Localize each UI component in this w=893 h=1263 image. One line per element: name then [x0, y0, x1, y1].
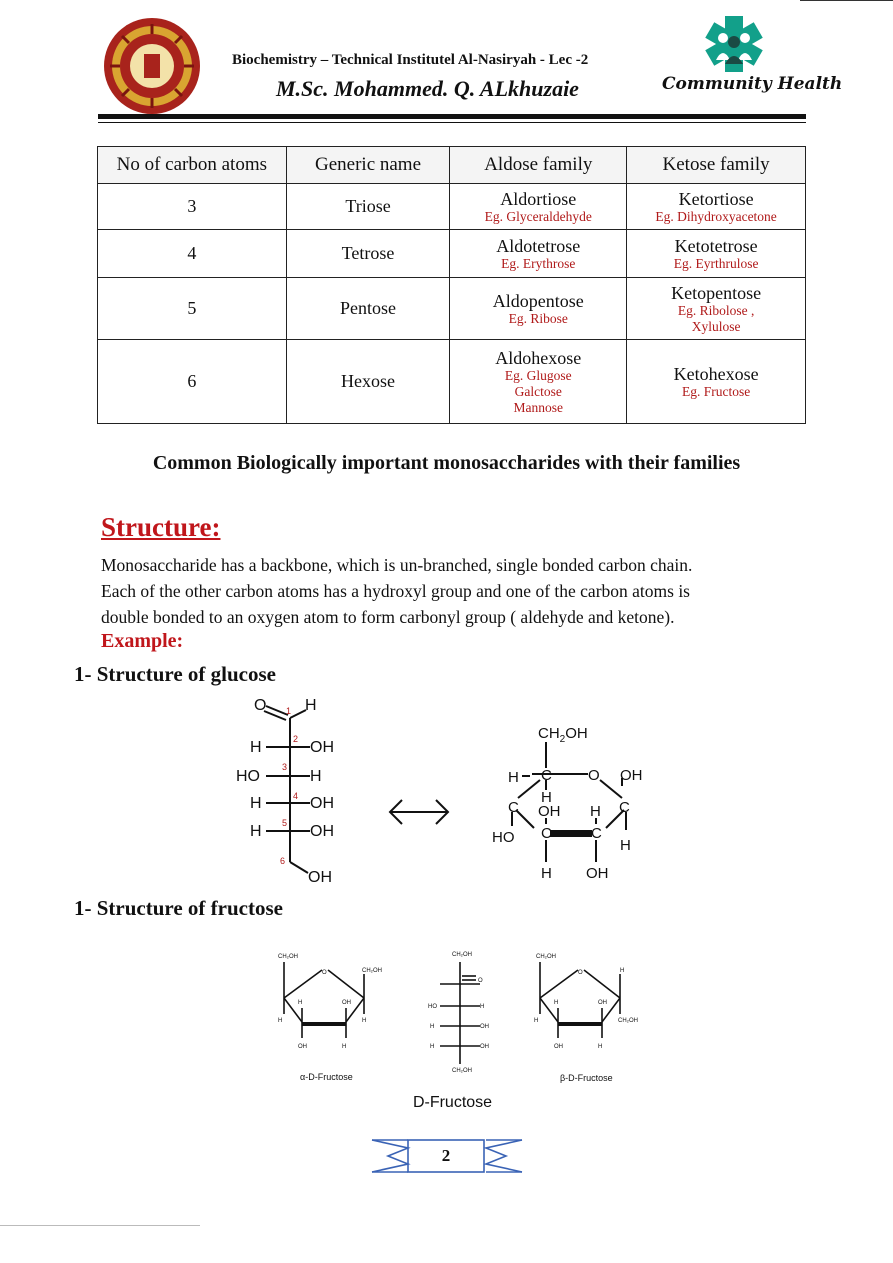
ring-c: C — [619, 799, 630, 816]
ketose-name: Ketotetrose — [674, 235, 758, 256]
ring-c: C — [508, 799, 519, 816]
ring-o: O — [588, 767, 600, 784]
footer-line — [0, 1225, 200, 1226]
aldose-example: Eg. Glyceraldehyde — [484, 208, 592, 224]
fr-label: H — [598, 1044, 603, 1050]
table-row — [98, 230, 806, 278]
ring-ch2oh: $CH_2OH$ — [538, 725, 588, 745]
carbon-number: 5 — [282, 818, 288, 828]
fr-label: CH₂OH — [618, 1018, 638, 1024]
cell-generic: Pentose — [286, 278, 450, 340]
fr-label: H — [480, 1004, 485, 1010]
ring-h: H — [620, 837, 631, 854]
para-line: Monosaccharide has a backbone, which is un-branched, single bonded carbon chain. — [101, 555, 693, 575]
carbon-number: 4 — [293, 791, 299, 801]
fr-label: H — [278, 1018, 283, 1024]
fr-label: H — [362, 1018, 367, 1024]
ketose-name: Ketohexose — [673, 363, 759, 384]
ring-c: C — [591, 825, 602, 842]
fr-label: H — [534, 1018, 539, 1024]
cell-carbons: 6 — [98, 340, 287, 424]
community-health-logo — [662, 14, 843, 114]
carbon-number: 1 — [286, 706, 292, 716]
section-title: Structure: — [101, 512, 221, 542]
fr-label: CH₂OH — [362, 968, 382, 974]
header-rule — [98, 114, 806, 119]
glucose-structure-figure — [200, 690, 660, 890]
cell-generic: Triose — [286, 184, 450, 230]
ketose-name: Ketortiose — [678, 188, 754, 209]
ring-h: H — [590, 803, 601, 820]
cell-carbons: 4 — [98, 230, 287, 278]
fr-label: H — [342, 1044, 347, 1050]
cell-aldose — [450, 184, 627, 230]
monosaccharide-table — [97, 146, 806, 424]
ketose-example: Eg. Dihydroxyacetone — [655, 208, 777, 224]
aldose-example-2: Galctose — [514, 383, 562, 399]
course-line: Biochemistry – Technical Institutel Al-Nasiryah - Lec -2 — [232, 52, 589, 68]
glucose-right: H — [310, 768, 322, 785]
top-corner-line — [800, 0, 893, 1]
aldose-name: Aldohexose — [495, 347, 582, 368]
header-aldose: Aldose family — [450, 147, 627, 184]
beta-fructose-label: β-D-Fructose — [560, 1073, 613, 1083]
cell-ketose — [627, 340, 806, 424]
table-row — [98, 340, 806, 424]
fructose-structure-figure — [270, 944, 650, 1084]
cell-ketose — [627, 184, 806, 230]
para-line: double bonded to an oxygen atom to form carbonyl group ( aldehyde and ketone). — [101, 607, 675, 627]
fr-label: OH — [554, 1044, 563, 1050]
ring-c: C — [541, 767, 552, 784]
table-row — [98, 278, 806, 340]
header-rule-thin — [98, 122, 806, 123]
glucose-oh-bottom: OH — [308, 869, 332, 886]
ketose-example: Eg. Ribolose , — [677, 302, 755, 318]
fr-label: HO — [428, 1004, 437, 1010]
header-carbons: No of carbon atoms — [98, 147, 287, 184]
medical-star-people-icon — [662, 14, 806, 76]
aldose-example: Eg. Ribose — [508, 310, 568, 326]
glucose-right: OH — [310, 823, 334, 840]
header-ketose: Ketose family — [627, 147, 806, 184]
cell-carbons: 3 — [98, 184, 287, 230]
ring-ho: HO — [492, 829, 515, 846]
fr-label: H — [620, 968, 625, 974]
author-name: M.Sc. Mohammed. Q. ALkhuzaie — [276, 76, 579, 101]
ketose-example: Eg. Fructose — [681, 383, 751, 399]
ring-h: H — [541, 789, 552, 806]
ring-oh: OH — [586, 865, 609, 882]
example-label: Example: — [101, 630, 184, 652]
aldose-example: Eg. Erythrose — [501, 255, 576, 271]
cell-ketose — [627, 278, 806, 340]
aldose-example: Eg. Glugose — [504, 367, 572, 383]
fr-label: CH₂OH — [536, 954, 556, 960]
fr-label: H — [430, 1044, 435, 1050]
aldose-name: Aldotetrose — [496, 235, 581, 256]
carbon-number: 3 — [282, 762, 288, 772]
ketose-example-2: Xylulose — [691, 318, 741, 334]
ketose-name: Ketopentose — [671, 282, 762, 303]
fr-label: OH — [480, 1044, 489, 1050]
university-seal-logo — [100, 16, 204, 116]
table-row — [98, 184, 806, 230]
cell-aldose — [450, 230, 627, 278]
fr-label: O — [322, 970, 327, 976]
alpha-fructose-label: α-D-Fructose — [300, 1072, 353, 1082]
ring-h: H — [541, 865, 552, 882]
fr-label: OH — [342, 1000, 351, 1006]
carbon-number: 6 — [280, 856, 286, 866]
glucose-left: H — [250, 739, 262, 756]
fr-label: H — [430, 1024, 435, 1030]
d-fructose-label: D-Fructose — [412, 1094, 493, 1111]
ring-oh: OH — [620, 767, 643, 784]
cell-generic: Hexose — [286, 340, 450, 424]
fr-label: CH₂OH — [452, 952, 472, 958]
cell-ketose — [627, 230, 806, 278]
cell-generic: Tetrose — [286, 230, 450, 278]
ring-h: H — [508, 769, 519, 786]
glucose-h-top: H — [305, 697, 317, 714]
fr-label: O — [478, 978, 483, 984]
fr-label: OH — [298, 1044, 307, 1050]
glucose-right: OH — [310, 795, 334, 812]
structure-paragraph — [101, 552, 841, 630]
table-caption: Common Biologically important monosaccharides with their families — [152, 452, 741, 474]
carbon-number: 2 — [293, 734, 299, 744]
fr-label: CH₂OH — [452, 1068, 472, 1074]
cell-aldose — [450, 278, 627, 340]
ketose-example: Eg. Eyrthrulose — [673, 255, 759, 271]
fr-label: H — [298, 1000, 303, 1006]
logo-brand-text: Community Health — [662, 74, 843, 94]
aldose-name: Aldopentose — [492, 290, 584, 311]
ring-oh: OH — [538, 803, 561, 820]
para-line: Each of the other carbon atoms has a hydroxyl group and one of the carbon atoms is — [101, 581, 690, 601]
fr-label: OH — [598, 1000, 607, 1006]
fr-label: H — [554, 1000, 559, 1006]
glucose-o: O — [254, 697, 267, 714]
cell-carbons: 5 — [98, 278, 287, 340]
header-generic: Generic name — [286, 147, 450, 184]
glucose-left: H — [250, 795, 262, 812]
fr-label: CH₂OH — [278, 954, 298, 960]
ring-c: C — [541, 825, 552, 842]
fr-label: OH — [480, 1024, 489, 1030]
cell-aldose — [450, 340, 627, 424]
glucose-left: H — [250, 823, 262, 840]
fructose-heading: 1- Structure of fructose — [74, 896, 283, 920]
aldose-example-3: Mannose — [513, 399, 564, 415]
glucose-right: OH — [310, 739, 334, 756]
table-header-row — [98, 147, 806, 184]
fr-label: O — [578, 970, 583, 976]
glucose-left: HO — [236, 768, 260, 785]
glucose-heading: 1- Structure of glucose — [74, 662, 276, 686]
page-number: 2 — [441, 1146, 451, 1165]
aldose-name: Aldortiose — [500, 188, 577, 209]
